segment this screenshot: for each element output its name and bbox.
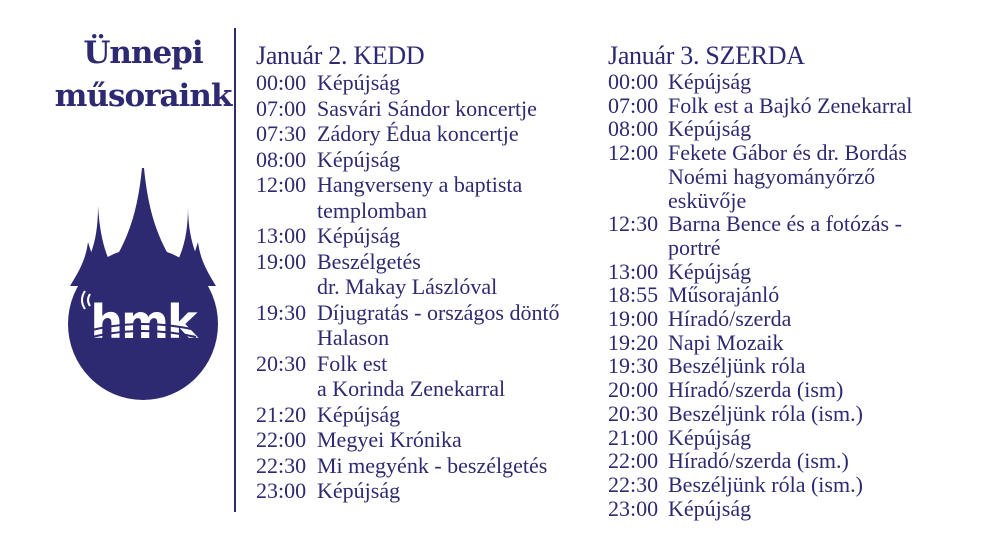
program-title-line: Képújság bbox=[317, 70, 401, 95]
program-time: 18:55 bbox=[608, 282, 659, 308]
program-time: 12:00 bbox=[608, 140, 659, 166]
program-title bbox=[668, 283, 779, 307]
program-row bbox=[608, 260, 912, 284]
program-time: 22:30 bbox=[608, 471, 659, 497]
program-row bbox=[256, 300, 560, 351]
program-title bbox=[668, 117, 751, 141]
program-row bbox=[608, 331, 912, 355]
program-time: 21:00 bbox=[608, 424, 659, 450]
program-time: 19:30 bbox=[256, 299, 307, 325]
program-time: 00:00 bbox=[256, 70, 307, 95]
program-title-line: Beszéljünk róla (ism.) bbox=[668, 400, 863, 426]
page-title-line-1: Ünnepi bbox=[83, 35, 203, 71]
program-row bbox=[608, 70, 912, 94]
program-time: 20:30 bbox=[608, 400, 659, 426]
program-title bbox=[668, 212, 902, 259]
program-title bbox=[317, 223, 400, 249]
program-title-line: Napi Mozaik bbox=[668, 329, 784, 355]
program-title-line: Képújság bbox=[668, 424, 752, 450]
program-title bbox=[317, 121, 519, 147]
program-title bbox=[668, 426, 751, 450]
logo-text: hmk bbox=[90, 295, 196, 349]
program-row bbox=[608, 212, 912, 259]
program-title bbox=[668, 354, 805, 378]
program-title-line: Híradó/szerda bbox=[668, 306, 792, 332]
program-title bbox=[668, 497, 751, 521]
program-row bbox=[256, 249, 560, 300]
program-title bbox=[317, 453, 547, 479]
program-title bbox=[317, 402, 400, 428]
program-title-line: templomban bbox=[317, 197, 427, 223]
program-row bbox=[256, 478, 560, 504]
program-row bbox=[256, 121, 560, 147]
program-title-line: Barna Bence és a fotózás - bbox=[668, 211, 902, 237]
program-time: 22:00 bbox=[256, 427, 307, 452]
program-title bbox=[317, 147, 400, 173]
program-row bbox=[256, 351, 560, 402]
day-title: Január 2. KEDD bbox=[256, 41, 425, 70]
program-title-line: Sasvári Sándor koncertje bbox=[317, 95, 537, 121]
program-row bbox=[256, 453, 560, 479]
program-time: 23:00 bbox=[256, 478, 307, 503]
program-time: 07:00 bbox=[256, 95, 307, 121]
program-title bbox=[317, 351, 505, 402]
program-title bbox=[668, 70, 751, 94]
program-row bbox=[608, 497, 912, 521]
program-title bbox=[668, 331, 783, 355]
program-title bbox=[317, 427, 462, 453]
program-title-line: Híradó/szerda (ism) bbox=[668, 377, 844, 403]
program-title-line: Képújság bbox=[317, 146, 401, 172]
program-title bbox=[317, 96, 537, 122]
program-title-line: Folk est bbox=[317, 350, 388, 376]
program-title bbox=[668, 141, 907, 212]
program-row bbox=[608, 449, 912, 473]
program-time: 13:00 bbox=[608, 258, 659, 284]
program-title-line: Képújság bbox=[317, 223, 401, 248]
program-title-line: Díjugratás - országos döntő bbox=[317, 299, 560, 325]
program-row bbox=[256, 223, 560, 249]
program-title-line: Képújság bbox=[668, 69, 752, 94]
program-title bbox=[668, 307, 791, 331]
program-title-line: Folk est a Bajkó Zenekarral bbox=[668, 92, 913, 118]
program-title-line: Zádory Édua koncertje bbox=[317, 121, 519, 146]
program-title-line: Képújság bbox=[668, 116, 752, 142]
program-time: 20:30 bbox=[256, 350, 307, 376]
program-row bbox=[256, 70, 560, 96]
program-time: 19:00 bbox=[608, 306, 659, 332]
program-time: 19:20 bbox=[608, 329, 659, 355]
column-divider bbox=[234, 28, 236, 512]
program-title-line: Beszélgetés bbox=[317, 248, 421, 274]
program-title-line: Megyei Krónika bbox=[317, 427, 462, 452]
program-time: 00:00 bbox=[608, 69, 659, 94]
program-title-line: Képújság bbox=[317, 478, 401, 503]
program-row bbox=[608, 354, 912, 378]
program-title bbox=[317, 300, 560, 351]
program-title-line: Képújság bbox=[668, 495, 752, 521]
program-title-line: Képújság bbox=[317, 401, 401, 427]
program-row bbox=[256, 427, 560, 453]
program-row bbox=[256, 402, 560, 428]
program-row bbox=[608, 283, 912, 307]
program-title-line: a Korinda Zenekarral bbox=[317, 376, 506, 401]
hmk-logo bbox=[68, 168, 218, 400]
hmk-drop-logo-icon bbox=[68, 168, 218, 400]
program-time: 22:00 bbox=[608, 448, 659, 474]
program-title bbox=[668, 473, 863, 497]
program-title bbox=[668, 449, 849, 473]
program-list bbox=[256, 70, 560, 504]
program-title bbox=[668, 260, 751, 284]
program-time: 12:30 bbox=[608, 211, 659, 237]
program-time: 12:00 bbox=[256, 172, 307, 197]
program-time: 19:00 bbox=[256, 248, 307, 274]
program-time: 08:00 bbox=[608, 116, 659, 142]
program-title bbox=[668, 378, 843, 402]
program-title-line: Fekete Gábor és dr. Bordás bbox=[668, 140, 907, 166]
program-time: 21:20 bbox=[256, 401, 307, 427]
program-time: 22:30 bbox=[256, 452, 307, 478]
program-time: 07:00 bbox=[608, 92, 659, 118]
program-title bbox=[317, 70, 400, 96]
hmk-wordmark bbox=[90, 295, 199, 349]
program-row bbox=[608, 402, 912, 426]
program-title-line: Noémi hagyományőrző bbox=[668, 163, 876, 189]
program-time: 20:00 bbox=[608, 377, 659, 403]
program-row bbox=[608, 117, 912, 141]
program-title-line: Beszéljünk róla bbox=[668, 353, 806, 379]
program-time: 13:00 bbox=[256, 223, 307, 248]
program-list bbox=[608, 70, 912, 520]
program-row bbox=[608, 473, 912, 497]
program-title-line: Híradó/szerda (ism.) bbox=[668, 448, 849, 474]
program-title bbox=[668, 402, 863, 426]
program-title bbox=[668, 94, 912, 118]
program-title bbox=[317, 249, 497, 300]
program-title-line: esküvője bbox=[668, 187, 747, 213]
page-title-line-2: műsoraink bbox=[54, 78, 232, 114]
program-row bbox=[608, 378, 912, 402]
program-title-line: Hangverseny a baptista bbox=[317, 172, 523, 197]
program-time: 19:30 bbox=[608, 353, 659, 379]
page-title bbox=[48, 32, 238, 118]
program-title-line: Halason bbox=[317, 325, 390, 350]
program-title-line: Műsorajánló bbox=[668, 282, 780, 308]
program-row bbox=[256, 147, 560, 173]
program-title-line: Képújság bbox=[668, 258, 752, 284]
program-title-line: portré bbox=[668, 234, 721, 260]
program-title bbox=[317, 172, 522, 223]
program-time: 23:00 bbox=[608, 495, 659, 521]
program-row bbox=[608, 94, 912, 118]
program-row bbox=[608, 307, 912, 331]
program-row bbox=[256, 96, 560, 122]
program-title bbox=[317, 478, 400, 504]
program-row bbox=[256, 172, 560, 223]
program-title-line: Mi megyénk - beszélgetés bbox=[317, 452, 548, 478]
schedule-day-tuesday bbox=[256, 42, 560, 504]
program-row bbox=[608, 141, 912, 212]
program-row bbox=[608, 426, 912, 450]
schedule-day-wednesday bbox=[608, 42, 912, 520]
program-title-line: dr. Makay Lászlóval bbox=[317, 274, 498, 299]
day-title: Január 3. SZERDA bbox=[608, 41, 805, 70]
program-time: 07:30 bbox=[256, 121, 307, 146]
program-title-line: Beszéljünk róla (ism.) bbox=[668, 471, 863, 497]
program-time: 08:00 bbox=[256, 146, 307, 172]
